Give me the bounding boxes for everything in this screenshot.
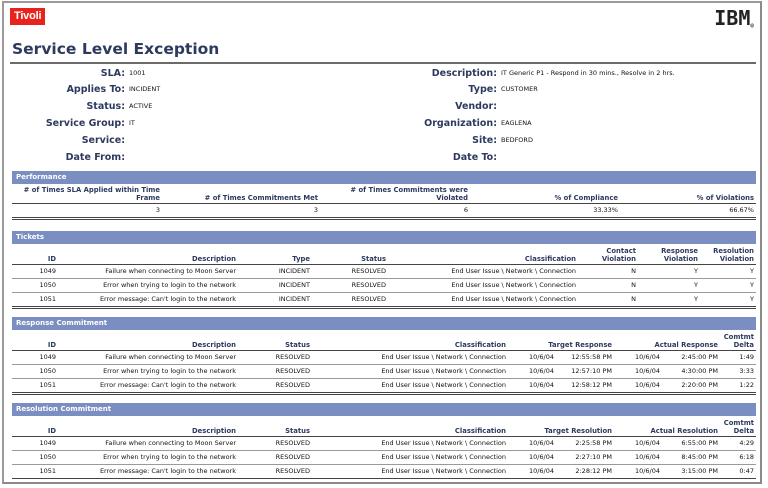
col-header: Classification (454, 427, 506, 435)
info-service: Service: (81, 135, 125, 146)
col-header: Target Resolution (544, 427, 613, 435)
table-row: 1049 Failure when connecting to Moon Server RESOLVED End User Issue \ Network \ Connection 10/6/04 2:25:58 PM 10/6/04 6:55:00 PM 4:29 (12, 437, 756, 451)
tivoli-logo: Tivoli (10, 8, 45, 25)
col-header: Actual Response (654, 341, 719, 349)
table-row: 1050 Error when trying to login to the network RESOLVED End User Issue \ Network \ Connection 10/6/04 2:27:10 PM 10/6/04 8:45:00 PM 6:18 (12, 451, 756, 465)
performance-table (12, 186, 756, 220)
section-response-commitment: Response Commitment (12, 317, 756, 330)
info-service-group: Service Group: IT (45, 118, 135, 129)
info-site: Site: BEDFORD (472, 135, 533, 146)
col-header: Description (192, 341, 236, 349)
col-header: Actual Resolution (650, 427, 719, 435)
col-header: Description (192, 255, 236, 263)
ibm-logo-text: IBM (714, 6, 751, 30)
section-performance: Performance (12, 171, 756, 184)
col-header: Target Response (548, 341, 612, 349)
table-row: 1050 Error when trying to login to the network RESOLVED End User Issue \ Network \ Connection 10/6/04 12:57:10 PM 10/6/04 4:30:00 PM 3:33 (12, 365, 756, 379)
col-header: Classification (524, 255, 576, 263)
col-header: # of Times SLA Applied within Time Frame (23, 186, 160, 202)
info-type: Type: CUSTOMER (468, 84, 538, 95)
col-header: Response Violation (661, 247, 698, 263)
col-header: Description (192, 427, 236, 435)
table-row: 1051 Error message: Can't login to the network RESOLVED End User Issue \ Network \ Connection 10/6/04 12:58:12 PM 10/6/04 2:20:00 PM 1:22 (12, 379, 756, 394)
table-row: 1051 Error message: Can't login to the network RESOLVED End User Issue \ Network \ Connection 10/6/04 2:28:12 PM 10/6/04 3:15:00 PM 0:47 (12, 465, 756, 479)
col-header: Status (361, 255, 386, 263)
ibm-logo (714, 6, 754, 30)
table-row: 1049 Failure when connecting to Moon Server RESOLVED End User Issue \ Network \ Connection 10/6/04 12:55:58 PM 10/6/04 2:45:00 PM 1:49 (12, 351, 756, 365)
table-row: 1050 Error when trying to login to the network INCIDENT RESOLVED End User Issue \ Network \ Connection N Y Y (12, 279, 756, 293)
col-header: Comtmt Delta (723, 333, 755, 349)
col-header: Type (292, 255, 310, 263)
col-header: ID (47, 427, 56, 435)
col-header: % of Violations (696, 194, 754, 202)
table-header-row (12, 186, 756, 204)
col-header: ID (47, 341, 56, 349)
table-row: 3 3 6 33.33% 66.67% (12, 204, 756, 219)
section-resolution-commitment: Resolution Commitment (12, 403, 756, 416)
table-row: 1049 Failure when connecting to Moon Server INCIDENT RESOLVED End User Issue \ Network \ Connection N Y Y (12, 265, 756, 279)
info-date-to: Date To: (452, 152, 497, 163)
col-header: # of Times Commitments Met (204, 194, 318, 202)
resolution-commitment-table (12, 419, 756, 479)
section-tickets: Tickets (12, 231, 756, 244)
table-header-row (12, 247, 756, 265)
col-header: # of Times Commitments were Violated (350, 186, 468, 202)
table-row: 1051 Error message: Can't login to the network INCIDENT RESOLVED End User Issue \ Network \ Connection N Y Y (12, 293, 756, 308)
info-applies-to: Applies To: INCIDENT (66, 84, 161, 95)
response-commitment-table (12, 333, 756, 395)
info-description: Description: IT Generic P1 - Respond in 30 mins., Resolve in 2 hrs. (431, 68, 675, 79)
col-header: % of Compliance (554, 194, 618, 202)
table-header-row (12, 419, 756, 437)
info-organization: Organization: EAGLENA (424, 118, 532, 129)
col-header: Classification (454, 341, 506, 349)
col-header: Status (285, 341, 310, 349)
col-header: ID (47, 255, 56, 263)
col-header: Status (285, 427, 310, 435)
info-vendor: Vendor: (455, 101, 497, 112)
table-header-row (12, 333, 756, 351)
info-status: Status: ACTIVE (86, 101, 153, 112)
registered-icon: ® (750, 23, 754, 30)
info-sla: SLA: 1001 (100, 68, 146, 79)
col-header: Comtmt Delta (723, 419, 755, 435)
page-title: Service Level Exception (12, 40, 220, 58)
info-date-from: Date From: (65, 152, 125, 163)
col-header: Contact Violation (601, 247, 636, 263)
col-header: Resolution Violation (713, 247, 754, 263)
title-divider (10, 62, 756, 64)
tickets-table (12, 247, 756, 309)
